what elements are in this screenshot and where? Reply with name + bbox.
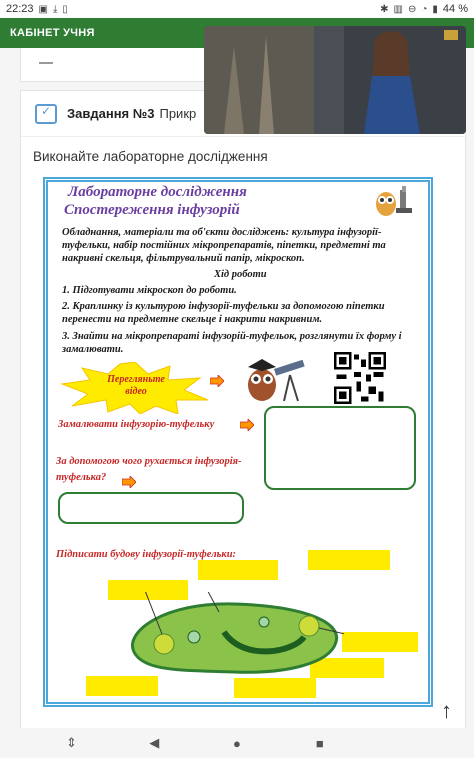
app-title: КАБІНЕТ УЧНЯ <box>10 27 95 39</box>
recents-icon[interactable]: ■ <box>315 735 324 751</box>
dnd-icon: ⊖ <box>407 3 417 15</box>
rotate-icon[interactable]: ⇕ <box>65 735 77 750</box>
system-nav-bar <box>0 728 474 758</box>
video-overlay[interactable] <box>204 26 466 134</box>
structure-label: Підписати будову інфузорії-туфельки: <box>56 549 237 560</box>
watch-video-link[interactable]: Перегляньте відео <box>107 374 165 397</box>
qr-code[interactable] <box>334 352 386 404</box>
video-frame <box>204 26 466 134</box>
arrow-right-icon <box>240 419 254 431</box>
home-icon[interactable]: ● <box>233 735 241 751</box>
phone-icon: ▯ <box>62 3 68 15</box>
arrow-down-icon <box>122 476 136 488</box>
content-area[interactable] <box>0 48 474 728</box>
arrow-right-icon <box>210 375 224 387</box>
collapse-icon[interactable] <box>39 62 53 64</box>
bluetooth-icon: ✱ <box>380 3 389 15</box>
status-time: 22:23 <box>6 3 34 15</box>
task-subtitle: Прикр <box>159 106 197 121</box>
step-2: 2. Краплинку із культурою інфузорії-туфельки за допомогою піпетки перенести на предметне скельце і накрити накривним. <box>62 301 385 325</box>
download-icon: ⤓ <box>52 3 58 15</box>
back-icon[interactable]: ◀ <box>149 735 160 750</box>
draw-paramecium-label: Замалювати інфузорію-туфельку <box>58 419 215 430</box>
worksheet-title: Лабораторне дослідження <box>68 184 247 200</box>
label-field-1[interactable] <box>198 560 278 580</box>
drawing-answer-box[interactable] <box>264 406 416 490</box>
owl-microscope-icon <box>372 184 416 218</box>
materials-text: Обладнання, матеріали та об'єкти досліджень: культура інфузорії-туфельки, набір постійних мікропрепаратів, піпетки, предметні та накривні скельця, фільтрувальний папір, мікроскоп. <box>62 227 386 264</box>
worksheet-image <box>43 177 433 707</box>
wifi-icon: ◔ <box>421 3 428 15</box>
movement-answer-box[interactable] <box>58 492 244 524</box>
task-title: Завдання №3 <box>67 106 155 121</box>
paramecium-diagram <box>124 592 344 682</box>
movement-question: За допомогою чого рухається інфузорія-туфелька? <box>56 456 242 483</box>
status-bar <box>0 0 474 18</box>
step-1: 1. Підготувати мікроскоп до роботи. <box>62 285 237 296</box>
battery-icon: ▮ <box>432 3 438 15</box>
owl-telescope-icon <box>240 349 310 405</box>
worksheet-subtitle: Спостереження інфузорій <box>64 202 240 218</box>
label-field-4[interactable] <box>342 632 418 652</box>
gallery-icon: ▣ <box>38 3 48 15</box>
battery-level: 44 % <box>442 3 468 15</box>
task-card <box>20 90 466 730</box>
task-check-icon <box>35 104 57 124</box>
vibrate-icon: ▥ <box>393 3 403 15</box>
arrow-up-icon[interactable]: ↑ <box>441 698 452 723</box>
step-3: 3. Знайти на мікропрепараті інфузорій-туфельок, розглянути їх форму і замалювати. <box>62 331 402 355</box>
label-field-2[interactable] <box>308 550 390 570</box>
procedure-heading: Хід роботи <box>214 269 267 280</box>
task-instruction: Виконайте лабораторне дослідження <box>33 149 268 164</box>
